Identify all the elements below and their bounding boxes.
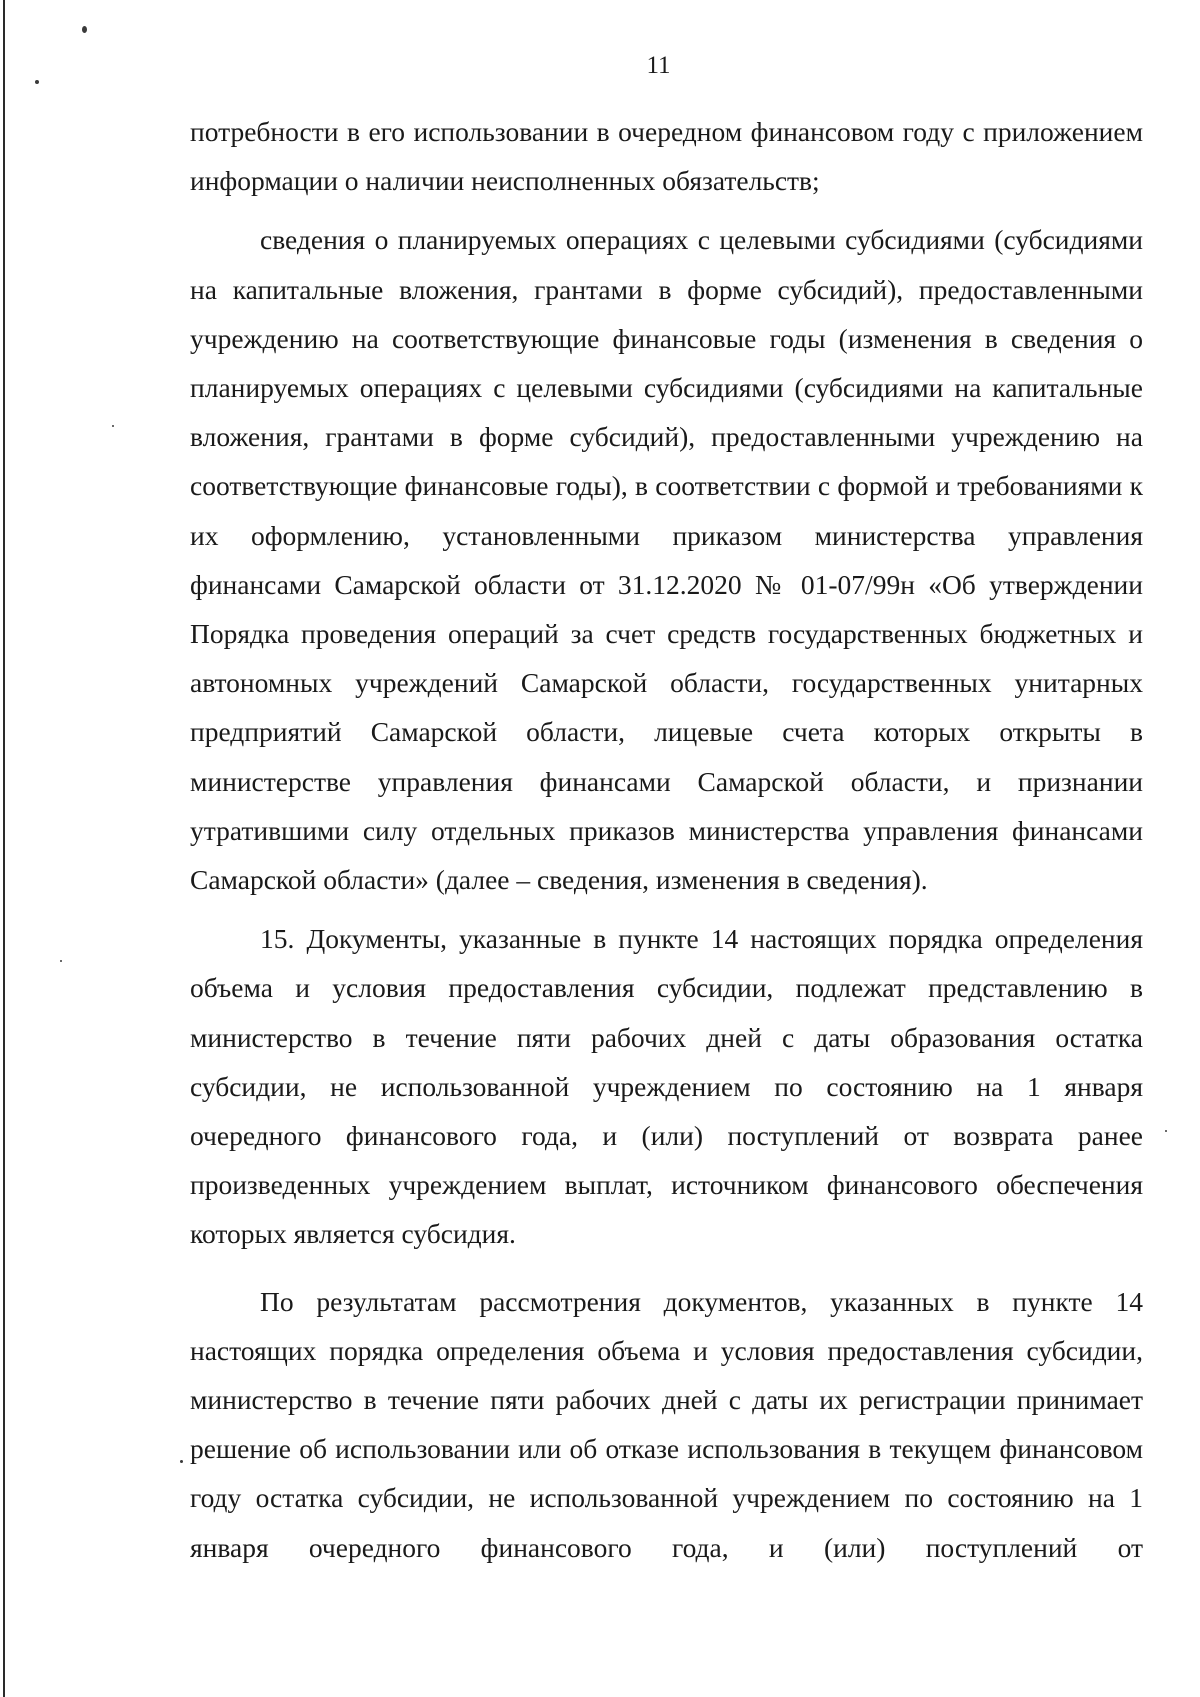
paragraph-item-15: 15. Документы, указанные в пункте 14 настоящих порядка определения объема и условия предоставления субсидии, подлежат представлению в министерство в течение пяти рабочих дней с даты образования остатка субсидии, не использованной учреждением по состоянию на 1 января очередного финансового года, и (или) поступлений от возврата ранее произведенных учреждением выплат, источником финансового обеспечения которых является субсидия. bbox=[190, 923, 1143, 1250]
scan-speck bbox=[60, 960, 62, 962]
paragraph-results: По результатам рассмотрения документов, указанных в пункте 14 настоящих порядка определения объема и условия предоставления субсидии, министерство в течение пяти рабочих дней с даты их регистрации принимает решение об использовании или об отказе использования в текущем финансовом году остатка субсидии, не использованной учреждением по состоянию на 1 января очередного финансового года, и (или) поступлений от bbox=[190, 1285, 1143, 1563]
scan-speck bbox=[180, 1460, 183, 1463]
paragraph-svedeniya: сведения о планируемых операциях с целевыми субсидиями (субсидиями на капитальные вложения, грантами в форме субсидий), предоставленными учреждению на соответствующие финансовые годы (изменения в сведения о планируемых операциях с целевыми субсидиями (субсидиями на капитальные вложения, грантами в форме субсидий), предоставленными учреждению на соответствующие финансовые годы), в соответствии с формой и требованиями к их оформлению, установленными приказом министерства управления финансами Самарской области от 31.12.2020 № 01-07/99н «Об утверждении Порядка проведения операций за счет средств государственных бюджетных и автономных учреждений Самарской области, государственных унитарных предприятий Самарской области, лицевые счета которых открыты в министерстве управления финансами Самарской области, и признании утратившими силу отдельных приказов министерства управления финансами Самарской области» (далее – сведения, изменения в сведения). bbox=[190, 224, 1143, 896]
scan-speck bbox=[112, 425, 114, 427]
page-number: 11 bbox=[646, 52, 671, 79]
scan-speck bbox=[82, 26, 87, 33]
document-body bbox=[190, 107, 1143, 1572]
scan-speck bbox=[35, 80, 39, 84]
scan-edge-line bbox=[3, 0, 5, 1697]
paragraph-continuation: потребности в его использовании в очередном финансовом году с приложением информации о наличии неисполненных обязательств; bbox=[190, 116, 1143, 197]
scan-speck bbox=[1165, 1130, 1167, 1132]
